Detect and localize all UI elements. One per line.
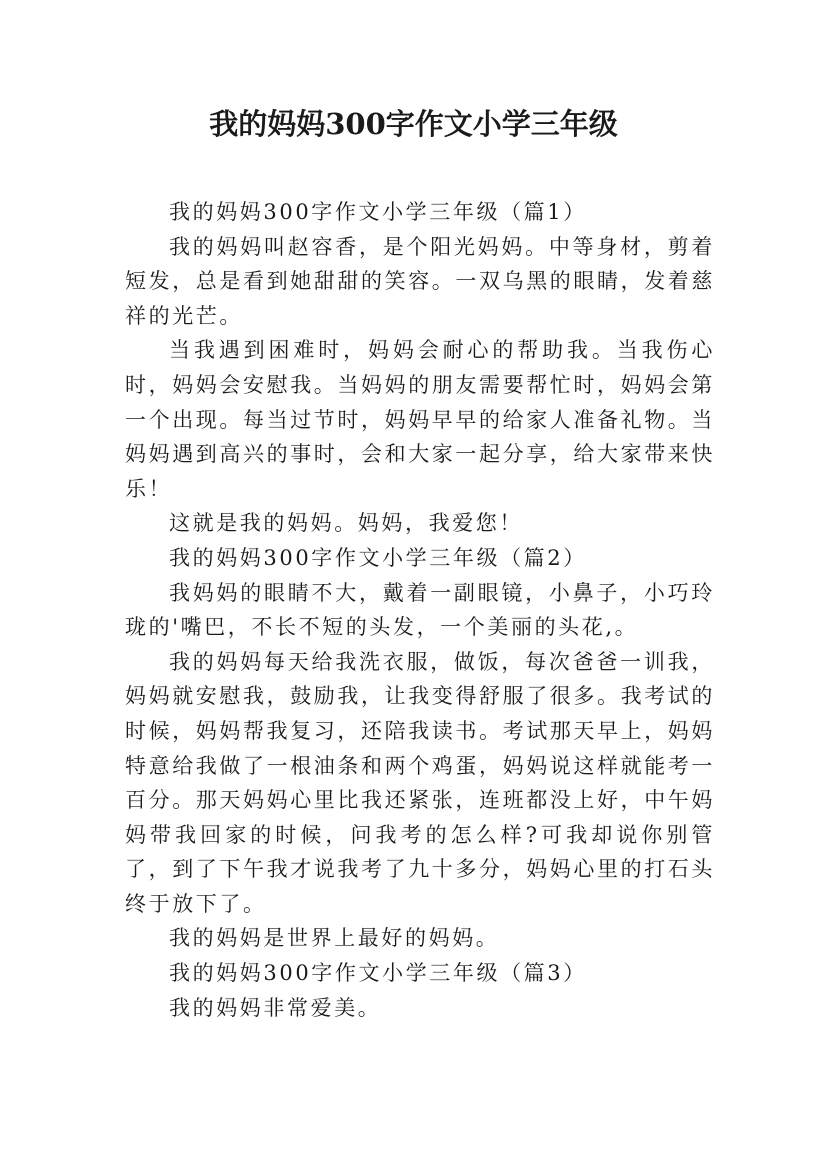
paragraph: 我的妈妈非常爱美。 [169,995,382,1020]
paragraph: 我的妈妈叫赵容香，是个阳光妈妈。中等身材，剪着短发，总是看到她甜甜的笑容。一双乌黑的眼睛，发着慈祥的光芒。 [125,234,715,328]
paragraph-heading-3: 我的妈妈300字作文小学三年级（篇3） [169,961,587,986]
paragraph: 我妈妈的眼睛不大，戴着一副眼镜，小鼻子，小巧玲珑的'嘴巴，不长不短的头发，一个美丽的头花,。 [125,580,715,640]
paragraph-heading-1: 我的妈妈300字作文小学三年级（篇1） [169,200,587,224]
paragraph: 我的妈妈是世界上最好的妈妈。 [169,926,500,951]
paragraph-heading-2: 我的妈妈300字作文小学三年级（篇2） [169,545,587,570]
paragraph: 当我遇到困难时，妈妈会耐心的帮助我。当我伤心时，妈妈会安慰我。当妈妈的朋友需要帮忙时，妈妈会第一个出现。每当过节时，妈妈早早的给家人准备礼物。当妈妈遇到高兴的事时，会和大家一起分享，给大家带来快乐！ [125,338,715,501]
paragraph: 我的妈妈每天给我洗衣服，做饭，每次爸爸一训我，妈妈就安慰我，鼓励我，让我变得舒服了很多。我考试的时候，妈妈帮我复习，还陪我读书。考试那天早上，妈妈特意给我做了一根油条和两个鸡蛋，妈妈说这样就能考一百分。那天妈妈心里比我还紧张，连班都没上好，中午妈妈带我回家的时候，问我考的怎么样?可我却说你别管了，到了下午我才说我考了九十多分，妈妈心里的打石头终于放下了。 [125,649,715,916]
paragraph: 这就是我的妈妈。妈妈，我爱您！ [169,511,523,536]
document-body [125,195,715,1025]
document-title: 我的妈妈300字作文小学三年级 [209,107,618,141]
